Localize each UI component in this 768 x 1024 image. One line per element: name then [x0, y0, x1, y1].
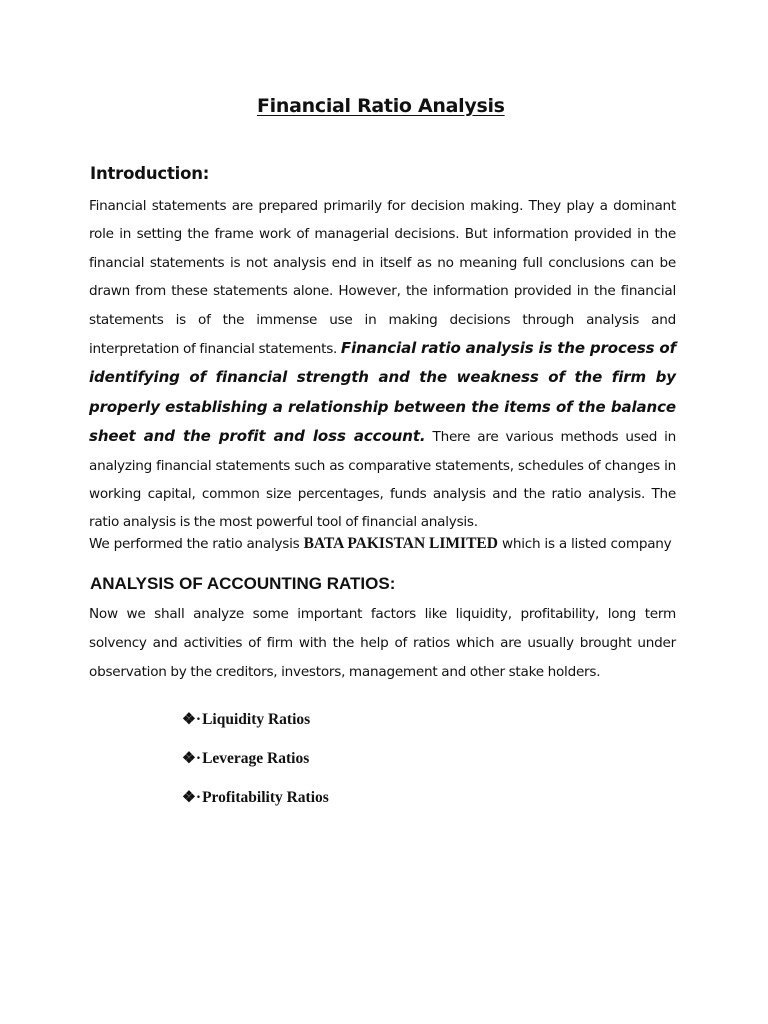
analysis-paragraph: Now we shall analyze some important factors like liquidity, profitability, long term solvency and activities of firm with the help of ratios which are usually brought under observation by the creditors, investors, management and other stake holders.: [89, 606, 676, 680]
diamond-bullet-icon: ❖·: [182, 789, 202, 806]
diamond-bullet-icon: ❖·: [182, 711, 202, 728]
list-item: [182, 746, 329, 785]
list-item: [182, 785, 329, 824]
introduction-heading: Introduction:: [90, 164, 210, 183]
company-prefix: We performed the ratio analysis: [89, 536, 304, 552]
intro-text-before: Financial statements are prepared primarily for decision making. They play a dominant role in setting the frame work of managerial decisions. But information provided in the financial statements is not analysis end in itself as no meaning full conclusions can be drawn from these statements alone. However, the information provided in the financial statements is of the immense use in making decisions through analysis and interpretation of financial statements.: [89, 198, 676, 358]
list-item: [182, 707, 329, 746]
company-name: BATA PAKISTAN LIMITED: [303, 535, 498, 552]
ratio-list: [182, 707, 329, 824]
intro-emphasis: Financial ratio analysis is the process of identifying of financial strength and the weakness of the firm by properly establishing a relationship between the items of the balance sheet and the profit and loss account.: [89, 339, 676, 446]
intro-text-after: There are various methods used in analyzing financial statements such as comparative statements, schedules of changes in working capital, common size percentages, funds analysis and the ratio analysis. The ratio analysis is the most powerful tool of financial analysis.: [89, 429, 676, 531]
company-suffix: which is a listed company: [497, 536, 672, 552]
diamond-bullet-icon: ❖·: [182, 750, 202, 767]
list-item-label: Leverage Ratios: [202, 750, 310, 767]
list-item-label: Profitability Ratios: [202, 789, 329, 806]
document-title: Financial Ratio Analysis: [256, 95, 505, 117]
company-statement: [89, 535, 689, 553]
list-item-label: Liquidity Ratios: [202, 711, 311, 728]
analysis-heading: ANALYSIS OF ACCOUNTING RATIOS:: [90, 574, 396, 593]
introduction-paragraph: [89, 192, 676, 537]
